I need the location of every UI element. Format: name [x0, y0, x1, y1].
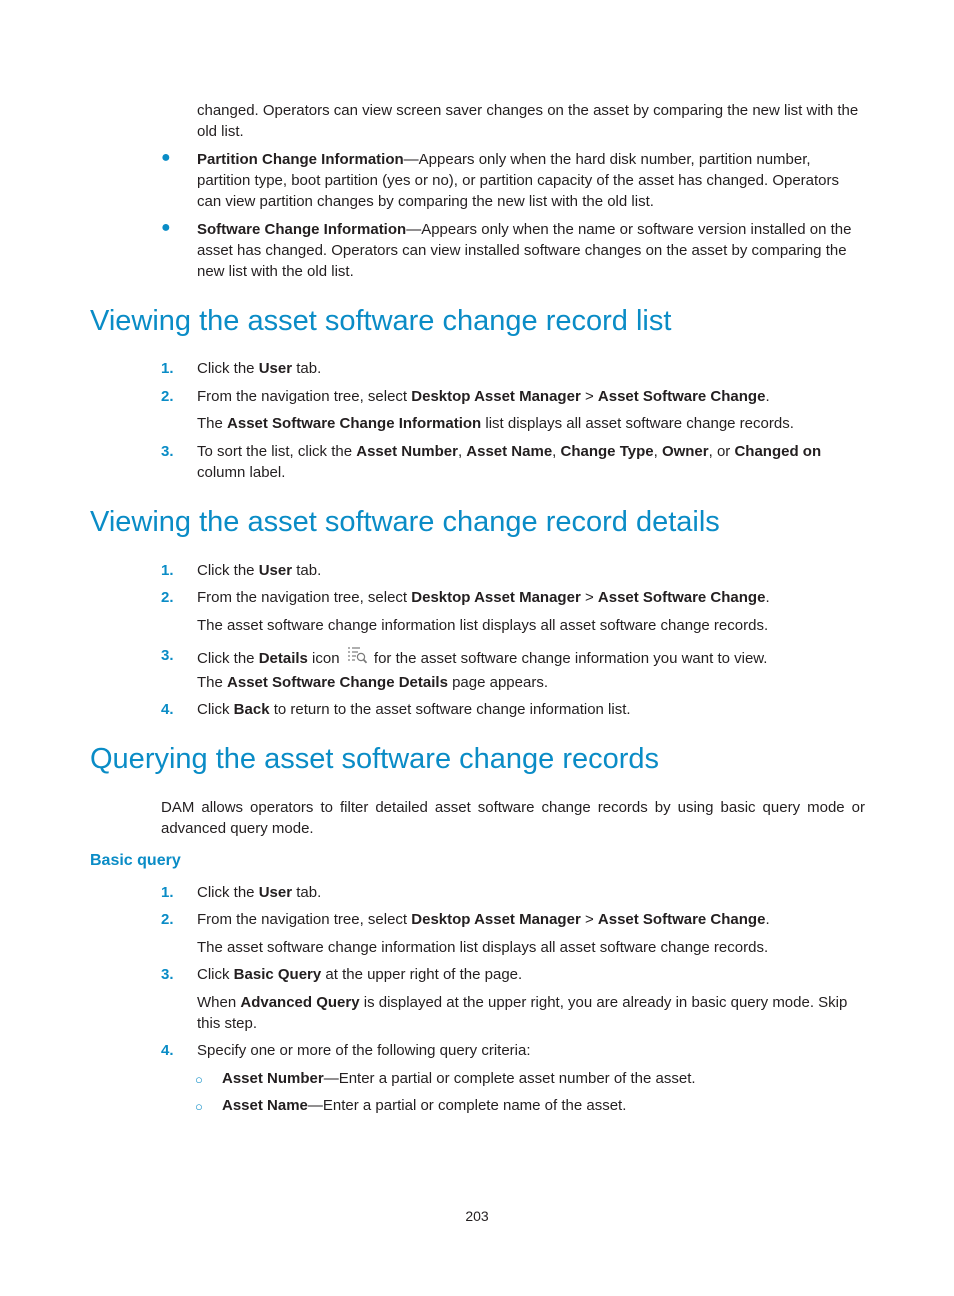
step-number: 2.	[161, 388, 174, 405]
step-text: Click Back to return to the asset software change information list.	[197, 701, 631, 718]
circle-bullet-icon: ○	[195, 1072, 203, 1087]
step-number: 4.	[161, 701, 174, 718]
section-title-querying: Querying the asset software change records	[90, 743, 660, 775]
criteria-asset-name: Asset Name—Enter a partial or complete name of the asset.	[222, 1097, 627, 1114]
bullet-icon: ●	[161, 219, 171, 236]
step-number: 1.	[161, 360, 174, 377]
step-number: 2.	[161, 589, 174, 606]
section-title-record-list: Viewing the asset software change record list	[90, 305, 672, 337]
step-note: The Asset Software Change Details page appears.	[197, 674, 548, 691]
details-icon	[346, 645, 368, 665]
step-text: To sort the list, click the Asset Number, Asset Name, Change Type, Owner, or Changed on column label.	[197, 443, 822, 481]
page-number: 203	[465, 1208, 489, 1224]
section-intro: DAM allows operators to filter detailed asset software change records by using basic query mode or advanced query mode.	[161, 799, 865, 837]
bullet-software-change	[197, 219, 865, 282]
step-text: Click the User tab.	[197, 360, 322, 377]
step-note: When Advanced Query is displayed at the upper right, you are already in basic query mode. Skip this step.	[197, 994, 848, 1032]
step-number: 2.	[161, 911, 174, 928]
step-number: 3.	[161, 966, 174, 983]
step-number: 3.	[161, 443, 174, 460]
subsection-title-basic-query: Basic query	[90, 852, 181, 869]
bullet-partition-change	[197, 149, 865, 212]
step-text: Specify one or more of the following query criteria:	[197, 1042, 531, 1059]
step-text: From the navigation tree, select Desktop Asset Manager > Asset Software Change.	[197, 388, 770, 405]
step-note: The Asset Software Change Information list displays all asset software change records.	[197, 415, 794, 432]
bullet-label: Partition Change Information	[197, 151, 404, 168]
bullet-text: —Appears only when the hard disk number, partition number, partition type, boot partition (yes or no), or partition capacity of the asset has changed. Operators can view partition changes by comparing the new list with the old list.	[197, 151, 840, 210]
step-number: 1.	[161, 562, 174, 579]
bullet-label: Software Change Information	[197, 221, 407, 238]
step-text: From the navigation tree, select Desktop Asset Manager > Asset Software Change.	[197, 589, 770, 606]
step-text: Click the User tab.	[197, 884, 322, 901]
step-number: 4.	[161, 1042, 174, 1059]
intro-paragraph: changed. Operators can view screen saver changes on the asset by comparing the new list with the old list.	[197, 102, 859, 140]
section-title-record-details: Viewing the asset software change record details	[90, 506, 720, 538]
step-number: 1.	[161, 884, 174, 901]
step-note: The asset software change information list displays all asset software change records.	[197, 617, 769, 634]
bullet-icon: ●	[161, 149, 171, 166]
step-text: Click the Details icon for the asset software change information you want to view.	[197, 645, 865, 669]
step-text: Click Basic Query at the upper right of the page.	[197, 966, 523, 983]
step-number: 3.	[161, 647, 174, 664]
step-text: From the navigation tree, select Desktop Asset Manager > Asset Software Change.	[197, 911, 770, 928]
circle-bullet-icon: ○	[195, 1099, 203, 1114]
criteria-asset-number: Asset Number—Enter a partial or complete asset number of the asset.	[222, 1070, 696, 1087]
step-note: The asset software change information list displays all asset software change records.	[197, 939, 769, 956]
step-text: Click the User tab.	[197, 562, 322, 579]
bullet-text: —Appears only when the name or software version installed on the asset has changed. Operators can view installed software changes on the asset by comparing the new list with the old list.	[197, 221, 852, 280]
